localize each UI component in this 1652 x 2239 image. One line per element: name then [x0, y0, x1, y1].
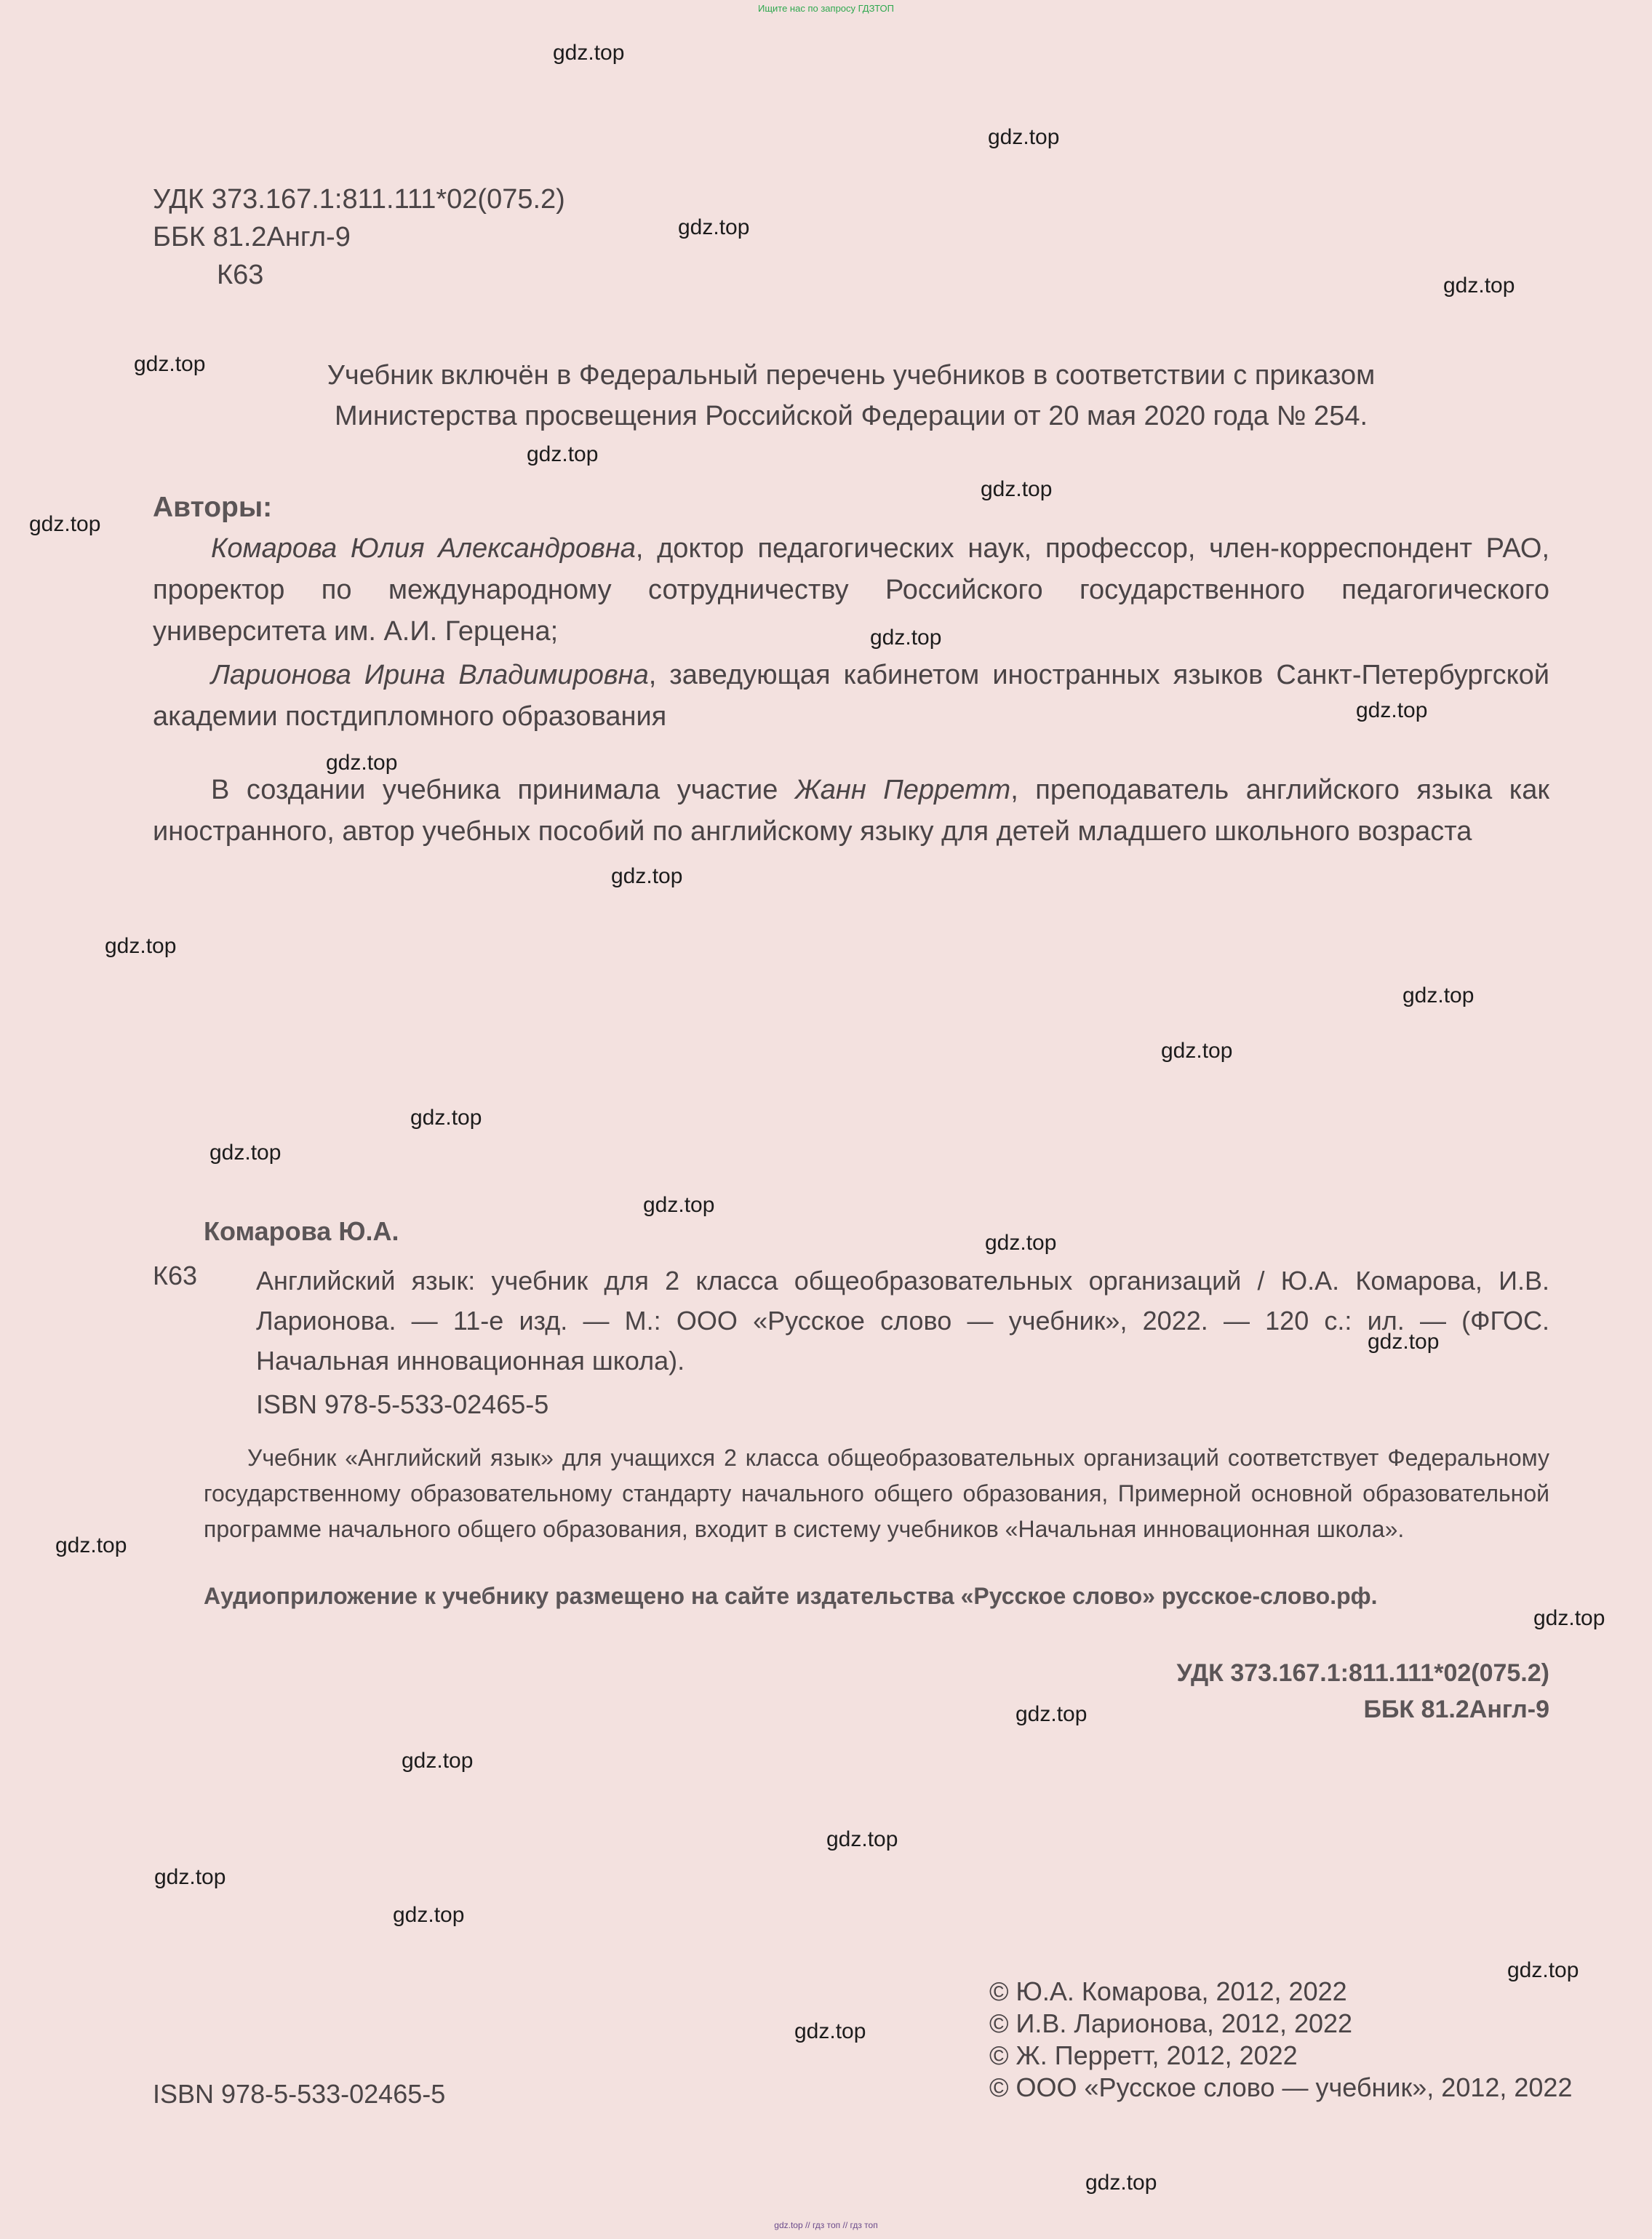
author-sign-code: К63 — [217, 260, 264, 290]
audio-note: Аудиоприложение к учебнику размещено на сайте издательства «Русское слово» русское-слово.рф. — [204, 1583, 1378, 1609]
watermark: gdz.top — [985, 1231, 1057, 1255]
watermark: gdz.top — [154, 1865, 226, 1889]
copyright-line: © Ж. Перретт, 2012, 2022 — [989, 2040, 1298, 2070]
bbk-code: ББК 81.2Англ-9 — [153, 222, 351, 252]
watermark: gdz.top — [105, 934, 177, 958]
watermark: gdz.top — [826, 1827, 898, 1851]
copyright-line: © ООО «Русское слово — учебник», 2012, 2022 — [989, 2072, 1573, 2102]
watermark: gdz.top — [643, 1193, 715, 1217]
classification-block — [153, 180, 565, 294]
approval-line-1: Учебник включён в Федеральный перечень учебников в соответствии с приказом — [327, 360, 1376, 391]
watermark: gdz.top — [410, 1106, 482, 1130]
record-isbn: ISBN 978-5-533-02465-5 — [256, 1389, 549, 1419]
watermark: gdz.top — [553, 41, 625, 65]
watermark: gdz.top — [1443, 274, 1515, 298]
bbk-code-right: ББК 81.2Англ-9 — [1363, 1696, 1549, 1723]
bottom-banner[interactable]: gdz.top // гдз топ // гдз топ — [774, 2220, 878, 2230]
author-1-description: , доктор педагогических наук, профессор, член-корреспондент РАО, проректор по международному сотрудничеству Российского государственного педагогического университета им. А.И. Герцена; — [153, 533, 1549, 647]
watermark: gdz.top — [29, 512, 101, 536]
watermark: gdz.top — [678, 215, 750, 239]
record-author: Комарова Ю.А. — [204, 1216, 399, 1246]
udk-code: УДК 373.167.1:811.111*02(075.2) — [153, 184, 565, 215]
approval-statement — [218, 355, 1484, 436]
watermark: gdz.top — [1368, 1330, 1440, 1354]
copyright-line: © И.В. Ларионова, 2012, 2022 — [989, 2008, 1353, 2038]
watermark: gdz.top — [326, 751, 398, 775]
watermark: gdz.top — [1015, 1702, 1088, 1726]
contributor-paragraph — [153, 770, 1549, 853]
codes-right-block — [1177, 1655, 1549, 1728]
watermark: gdz.top — [134, 352, 206, 376]
watermark: gdz.top — [55, 1533, 127, 1557]
watermark: gdz.top — [981, 477, 1053, 501]
record-description: Английский язык: учебник для 2 класса общеобразовательных организаций / Ю.А. Комарова, И.В. Ларионова. — 11-е изд. — М.: ООО «Русское слово — учебник», 2022. — 120 с.: ил. — (ФГОС. Начальная инновационная школа). — [256, 1266, 1549, 1376]
contributor-name: Жанн Перретт — [794, 775, 1011, 805]
contributor-description: , преподаватель английского языка как иностранного, автор учебных пособий по английскому языку для детей младшего школьного возраста — [153, 775, 1550, 847]
watermark: gdz.top — [1402, 983, 1475, 1007]
author-2-paragraph — [153, 655, 1549, 738]
watermark: gdz.top — [1161, 1039, 1233, 1063]
top-banner[interactable]: Ищите нас по запросу ГДЗТОП — [757, 3, 894, 14]
watermark: gdz.top — [794, 2019, 866, 2043]
annotation-text: Учебник «Английский язык» для учащихся 2 класса общеобразовательных организаций соответствует Федеральному государственному образовательному стандарту начального общего образования, Примерной основной образовательной программе начального общего образования, входит в систему учебников «Начальная инновационная школа». — [204, 1445, 1549, 1542]
author-1-name: Комарова Юлия Александровна — [211, 533, 636, 564]
contributor-intro: В создании учебника принимала участие — [211, 775, 795, 805]
watermark: gdz.top — [1533, 1606, 1605, 1630]
authors-heading: Авторы: — [153, 492, 273, 523]
isbn-bottom: ISBN 978-5-533-02465-5 — [153, 2079, 446, 2109]
watermark: gdz.top — [402, 1749, 474, 1773]
watermark: gdz.top — [527, 442, 599, 466]
watermark: gdz.top — [870, 626, 942, 650]
watermark: gdz.top — [988, 125, 1060, 149]
author-2-name: Ларионова Ирина Владимировна — [211, 660, 649, 690]
copyrights-block — [989, 1976, 1572, 2104]
watermark: gdz.top — [1356, 698, 1428, 722]
udk-code-right: УДК 373.167.1:811.111*02(075.2) — [1176, 1659, 1549, 1687]
copyright-line: © Ю.А. Комарова, 2012, 2022 — [989, 1976, 1347, 2006]
watermark: gdz.top — [611, 864, 683, 888]
watermark: gdz.top — [210, 1141, 282, 1165]
record-code: К63 — [153, 1261, 198, 1290]
author-2-description: , заведующая кабинетом иностранных языков Санкт-Петербургской академии постдипломного образования — [153, 660, 1549, 732]
watermark: gdz.top — [1085, 2171, 1157, 2195]
approval-line-2: Министерства просвещения Российской Федерации от 20 мая 2020 года № 254. — [334, 401, 1368, 431]
author-1-paragraph — [153, 528, 1549, 652]
watermark: gdz.top — [393, 1903, 465, 1927]
watermark: gdz.top — [1507, 1958, 1579, 1982]
annotation-paragraph — [204, 1440, 1549, 1547]
